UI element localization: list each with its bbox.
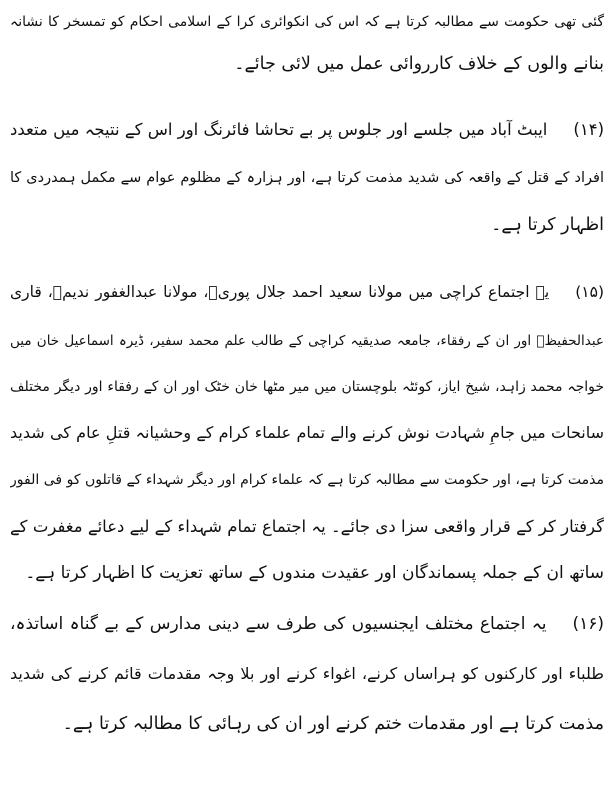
paragraph-text: یہ اجتماع کراچی میں مولانا سعید احمد جلال پوریؒ، مولانا عبدالغفور ندیمؒ، قاری bbox=[10, 283, 550, 301]
paragraph-text: یہ اجتماع مختلف ایجنسیوں کی طرف سے دینی مدارس کے بے گناہ اساتذہ، bbox=[10, 614, 547, 634]
paragraph-line: طلباء اور کارکنوں کو ہراساں کرنے، اغواء کرنے اور بلا وجہ مقدمات قائم کرنے کی شدید bbox=[10, 664, 604, 683]
paragraph-line: سانحات میں جامِ شہادت نوش کرنے والے تمام علماء کرام کے وحشیانہ قتلِ عام کی شدید bbox=[10, 423, 604, 442]
paragraph-14-first-line bbox=[10, 112, 604, 148]
paragraph-number: (۱۶) bbox=[572, 614, 604, 634]
paragraph-line: خواجہ محمد زاہد، شیخ ایاز، کوئٹہ بلوچستان میں میر مٹھا خان خٹک اور ان کے رفقاء اور دیگر مختلف bbox=[10, 379, 604, 395]
paragraph-line: مذمت کرتا ہے اور مقدمات ختم کرنے اور ان کی رہائی کا مطالبہ کرتا ہے۔ bbox=[62, 714, 604, 734]
paragraph-line: عبدالحفیظؒ اور ان کے رفقاء، جامعہ صدیقیہ کراچی کے طالب علم محمد سفیر، ڈیرہ اسماعیل خان میں bbox=[10, 333, 604, 349]
paragraph-number: (۱۵) bbox=[575, 283, 604, 301]
paragraph-line: ساتھ ان کے جملہ پسماندگان اور عقیدت مندوں کے ساتھ تعزیت کا اظہار کرتا ہے۔ bbox=[25, 563, 604, 583]
paragraph-line: افراد کے قتل کے واقعہ کی شدید مذمت کرتا ہے، اور ہزارہ کے مظلوم عوام سے مکمل ہمدردی کا bbox=[10, 170, 604, 186]
paragraph-line: گرفتار کر کے قرار واقعی سزا دی جائے۔ یہ اجتماع تمام شہداء کے لیے دعائے مغفرت کے bbox=[10, 517, 604, 536]
paragraph-line: گئی تھی حکومت سے مطالبہ کرتا ہے کہ اس کی انکوائری کرا کے اسلامی احکام کو تمسخر کا نشانہ bbox=[10, 14, 604, 30]
paragraph-line: مذمت کرتا ہے، اور حکومت سے مطالبہ کرتا ہے کہ علماء کرام اور دیگر شہداء کے قاتلوں کو فی الفور bbox=[10, 472, 604, 488]
paragraph-text: ایبٹ آباد میں جلسے اور جلوس پر بے تحاشا فائرنگ اور اس کے نتیجہ میں متعدد bbox=[10, 120, 548, 139]
paragraph-15-first-line bbox=[10, 274, 604, 310]
paragraph-line: بنانے والوں کے خلاف کارروائی عمل میں لائی جائے۔ bbox=[234, 54, 604, 74]
paragraph-16-first-line bbox=[10, 606, 604, 642]
paragraph-line: اظہار کرتا ہے۔ bbox=[491, 215, 604, 235]
paragraph-number: (۱۴) bbox=[573, 120, 604, 139]
